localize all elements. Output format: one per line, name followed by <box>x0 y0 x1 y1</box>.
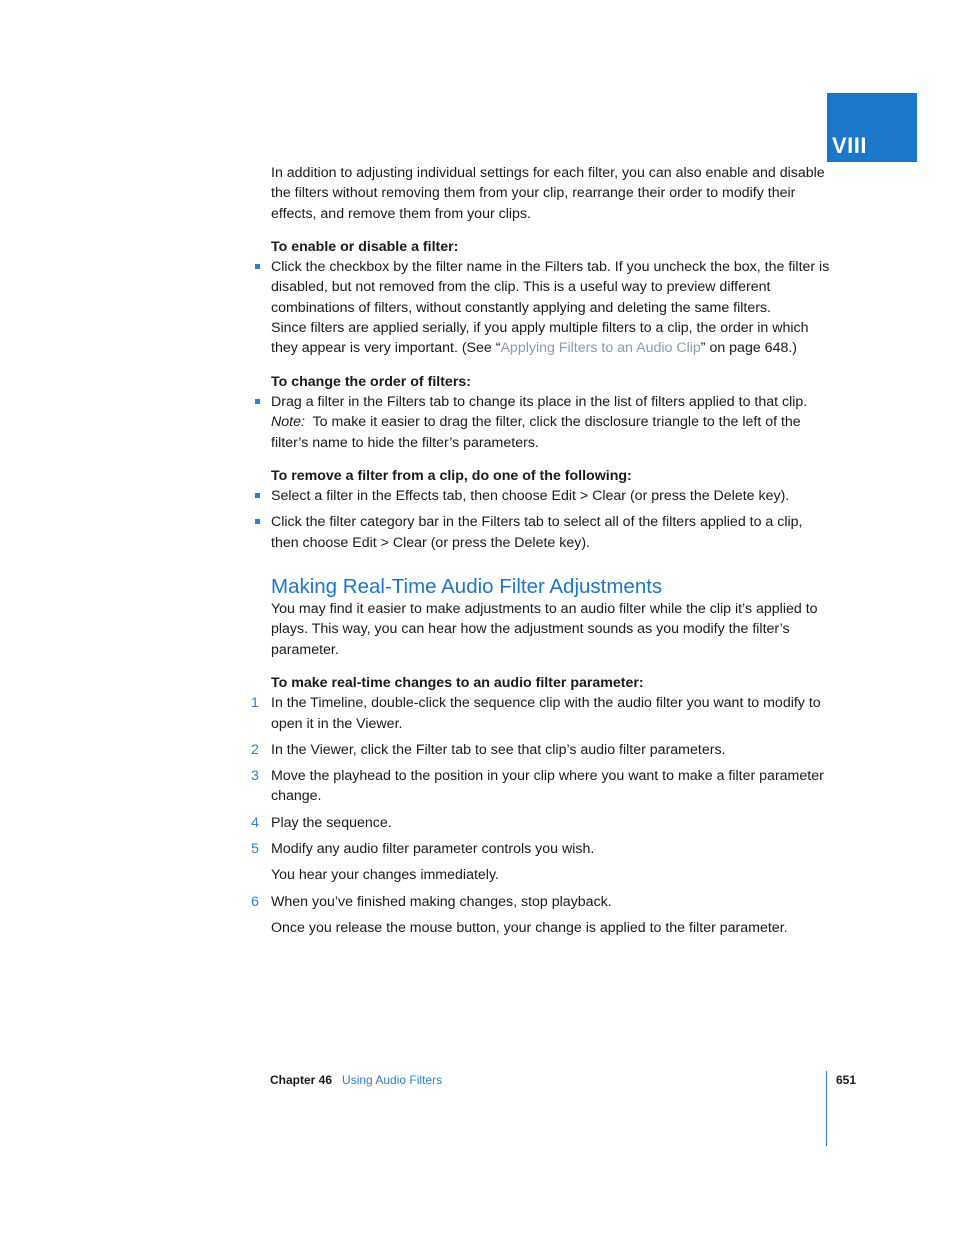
serial-text-before: Since filters are applied serially, if you apply multiple filters to a clip, the order in which they appear is very important. (See “ <box>271 320 809 357</box>
page-number: 651 <box>836 1073 857 1087</box>
step-text: Move the playhead to the position in your clip where you want to make a filter parameter change. <box>271 768 824 805</box>
step-item <box>251 813 831 833</box>
step-text: Play the sequence. <box>271 814 392 831</box>
part-tab-label: VIII <box>832 133 868 158</box>
list-item <box>271 392 831 412</box>
step-number: 2 <box>251 741 259 758</box>
footer-divider <box>826 1071 827 1146</box>
cross-reference-link[interactable]: Applying Filters to an Audio Clip <box>500 340 701 357</box>
bullet-icon <box>255 493 260 498</box>
chapter-number: Chapter 46 <box>270 1073 333 1087</box>
step-text: In the Viewer, click the Filter tab to see that clip’s audio filter parameters. <box>271 741 726 758</box>
page-content <box>251 163 831 951</box>
list-item <box>271 512 831 553</box>
step-text: Modify any audio filter parameter controls you wish. <box>271 841 595 858</box>
enable-bullet-list <box>271 257 831 318</box>
note-text: To make it easier to drag the filter, click the disclosure triangle to the left of the filter’s name to hide the filter’s parameters. <box>271 414 801 451</box>
step-number: 3 <box>251 768 259 785</box>
serial-paragraph <box>271 318 831 359</box>
list-item-text: Select a filter in the Effects tab, then choose Edit > Clear (or press the Delete key). <box>271 488 790 505</box>
step-number: 5 <box>251 841 259 858</box>
task-heading-enable: To enable or disable a filter: <box>271 238 459 255</box>
step-item <box>251 892 831 912</box>
step-text: When you’ve finished making changes, stop playback. <box>271 893 612 910</box>
step-result-text: You hear your changes immediately. <box>271 867 499 884</box>
step-number: 6 <box>251 893 259 910</box>
task-heading-remove: To remove a filter from a clip, do one of the following: <box>271 467 632 484</box>
list-item-text: Click the filter category bar in the Filters tab to select all of the filters applied to a clip, then choose Edit > Clear (or press the Delete key). <box>271 514 803 551</box>
closing-paragraph: Once you release the mouse button, your change is applied to the filter parameter. <box>271 919 788 936</box>
section-heading: Making Real-Time Audio Filter Adjustments <box>271 575 663 599</box>
step-number: 4 <box>251 814 259 831</box>
steps-list-continued <box>251 892 831 912</box>
step-text: In the Timeline, double-click the sequence clip with the audio filter you want to modify to open it in the Viewer. <box>271 695 821 732</box>
list-item <box>271 486 831 506</box>
task-heading-order: To change the order of filters: <box>271 373 471 390</box>
remove-bullet-list <box>271 486 831 553</box>
task-heading-realtime: To make real-time changes to an audio filter parameter: <box>271 674 644 691</box>
section-intro-paragraph: You may find it easier to make adjustments to an audio filter while the clip it’s applied to plays. This way, you can hear how the adjustment sounds as you modify the filter’s parameter. <box>271 601 818 658</box>
list-item-text: Drag a filter in the Filters tab to change its place in the list of filters applied to that clip. <box>271 393 808 410</box>
bullet-icon <box>255 399 260 404</box>
note-label: Note: <box>271 414 305 431</box>
step-item <box>251 839 831 859</box>
serial-text-after: ” on page 648.) <box>700 340 798 357</box>
intro-paragraph: In addition to adjusting individual settings for each filter, you can also enable and disable the filters without removing them from your clip, rearrange their order to modify their effects, and remove them from your clips. <box>271 165 825 222</box>
bullet-icon <box>255 264 260 269</box>
list-item-text: Click the checkbox by the filter name in the Filters tab. If you uncheck the box, the filter is disabled, but not removed from the clip. This is a useful way to preview different combinations of filters, without constantly applying and deleting the same filters. <box>271 259 830 316</box>
chapter-title-link[interactable]: Using Audio Filters <box>342 1073 443 1087</box>
step-item <box>251 693 831 734</box>
footer-chapter <box>270 1073 442 1087</box>
note-paragraph <box>271 412 831 453</box>
step-number: 1 <box>251 695 259 712</box>
list-item <box>271 257 831 318</box>
step-item <box>251 740 831 760</box>
order-bullet-list <box>271 392 831 412</box>
bullet-icon <box>255 519 260 524</box>
part-tab <box>827 93 917 162</box>
step-item <box>251 766 831 807</box>
steps-list <box>251 693 831 859</box>
